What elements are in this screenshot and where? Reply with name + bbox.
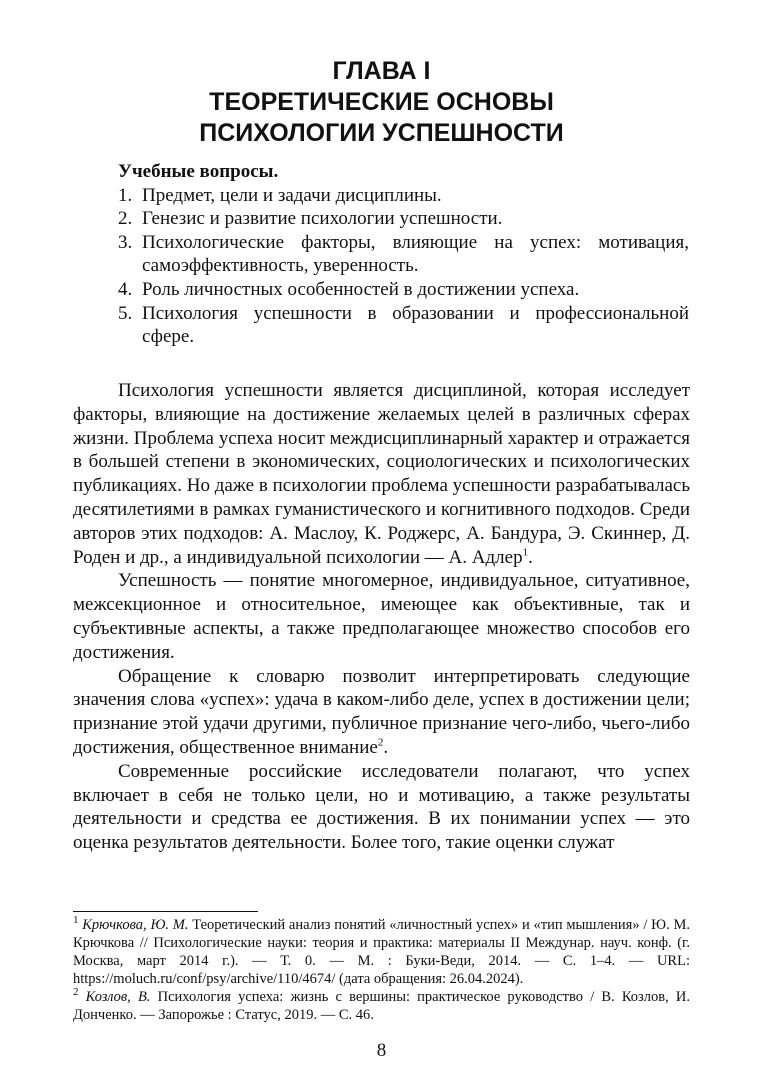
study-questions	[118, 160, 689, 349]
page-number: 8	[376, 1040, 387, 1061]
list-item	[118, 278, 689, 302]
paragraph-text: Современные российские исследователи полагают, что успех включает в себя не только цели, но и мотивацию, а также результаты деятельности и средства ее достижения. В их понимании успех — это оценка результатов деятельности. Более того, такие оценки служат	[73, 760, 690, 854]
list-item-text: Генезис и развитие психологии успешности.	[142, 208, 503, 230]
footnotes	[73, 916, 690, 1024]
list-item-number: 1.	[118, 184, 133, 206]
list-item-number: 5.	[118, 302, 133, 324]
footnote	[73, 916, 690, 988]
footnote-author: Крючкова, Ю. М.	[82, 917, 189, 933]
study-questions-list	[118, 184, 689, 349]
chapter-title-line-2: ПСИХОЛОГИИ УСПЕШНОСТИ	[199, 119, 564, 147]
paragraph-text: Обращение к словарю позволит интерпретировать следующие значения слова «успех»: удача в каком-либо деле, успех в достижении цели; признание этой удачи другими, публичное признание чего-либо, чьего-либо достижения, общественное внимание	[73, 665, 690, 758]
footnote-divider	[73, 911, 258, 912]
footnote-number: 2	[73, 986, 79, 999]
footnote	[73, 988, 690, 1024]
paragraph	[73, 379, 690, 569]
footnote-number: 1	[73, 914, 79, 927]
list-item-text: Роль личностных особенностей в достижении успеха.	[142, 278, 580, 300]
list-item	[118, 302, 689, 349]
chapter-number: ГЛАВА I	[332, 57, 431, 85]
study-questions-heading: Учебные вопросы.	[118, 161, 279, 182]
paragraph	[73, 569, 690, 664]
paragraph	[73, 665, 690, 760]
list-item-text: Предмет, цели и задачи дисциплины.	[142, 184, 442, 206]
list-item	[118, 184, 689, 208]
chapter-title-line-1: ТЕОРЕТИЧЕСКИЕ ОСНОВЫ	[209, 88, 554, 116]
list-item-number: 2.	[118, 208, 133, 230]
list-item	[118, 207, 689, 231]
paragraph-end: .	[383, 736, 389, 758]
list-item-text: Психология успешности в образовании и профессиональной сфере.	[142, 302, 689, 348]
list-item	[118, 231, 689, 278]
footnote-ref: 2	[377, 736, 384, 749]
paragraph-end: .	[528, 546, 533, 568]
footnote-text: Психология успеха: жизнь с вершины: практическое руководство / В. Козлов, И. Донченко. — Запорожье : Статус, 2019. — С. 46.	[73, 989, 690, 1023]
footnote-text: Теоретический анализ понятий «личностный успех» и «тип мышления» / Ю. М. Крючкова // Психологические науки: теория и практика: материалы II Междунар. науч. конф. (г. Москва, март 2014 г.). — Т. 0. — М. : Буки-Веди, 2014. — С. 1–4. — URL: https://moluch.ru/conf/psy/archive/110/4674/ (дата обращения: 26.04.2024).	[73, 917, 690, 987]
paragraph-text: Психология успешности является дисциплиной, которая исследует факторы, влияющие на достижение желаемых целей в различных сферах жизни. Проблема успеха носит междисциплинарный характер и отражается в большей степени в экономических, социологических и психологических публикациях. Но даже в психологии проблема успешности разрабатывалась десятилетиями в рамках гуманистического и когнитивного подходов. Среди авторов этих подходов: А. Маслоу, К. Роджерс, А. Бандура, Э. Скиннер, Д. Роден и др., а индивидуальной психологии — А. Адлер	[73, 380, 690, 568]
chapter-heading	[70, 56, 693, 149]
paragraph	[73, 760, 690, 855]
list-item-number: 3.	[118, 231, 133, 253]
list-item-number: 4.	[118, 278, 133, 300]
paragraph-text: Успешность — понятие многомерное, индивидуальное, ситуативное, межсекционное и относительное, имеющее как объективные, так и субъективные аспекты, а также предполагающее множество способов его достижения.	[73, 570, 690, 663]
body-text	[73, 379, 690, 855]
footnote-ref: 1	[522, 546, 529, 559]
list-item-text: Психологические факторы, влияющие на успех: мотивация, самоэффективность, уверенность.	[142, 231, 689, 277]
footnote-author: Козлов, В.	[85, 989, 151, 1005]
